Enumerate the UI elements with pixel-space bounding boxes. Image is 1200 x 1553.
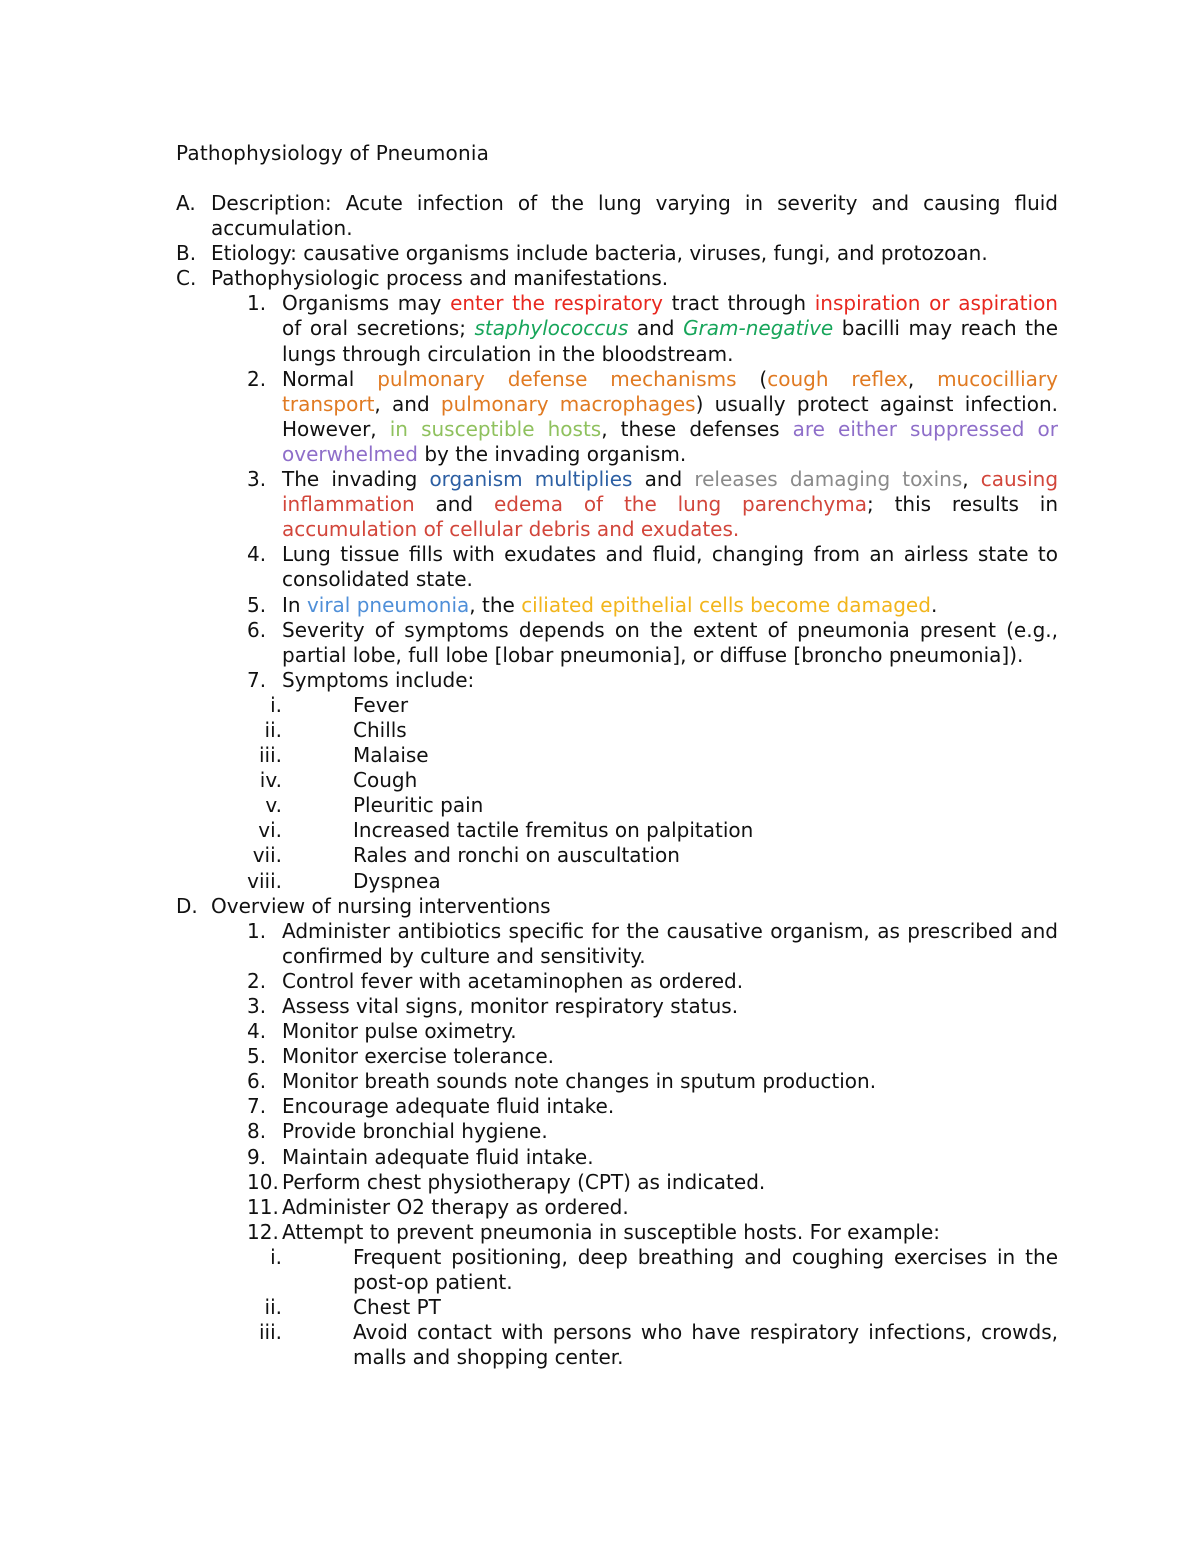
text-run: ( xyxy=(736,366,768,391)
section-item xyxy=(176,191,1058,241)
list-marker: D. xyxy=(176,893,198,918)
numbered-item xyxy=(247,617,1058,668)
item-text xyxy=(282,593,937,617)
numbered-item xyxy=(247,291,1059,366)
highlighted-text: releases damaging toxins xyxy=(694,467,963,492)
numbered-item xyxy=(247,1019,1058,1044)
text-run: and xyxy=(628,316,684,341)
text-run: Control fever with acetaminophen as ordered. xyxy=(282,968,744,993)
list-marker: 9. xyxy=(247,1144,267,1169)
text-run: Overview of nursing interventions xyxy=(211,893,551,918)
highlighted-text: organism multiplies xyxy=(429,467,633,492)
list-marker: vi. xyxy=(258,818,282,843)
list-marker: ii. xyxy=(264,1295,282,1320)
item-text: Fever xyxy=(353,692,409,717)
numbered-item xyxy=(247,1119,1058,1144)
item-text xyxy=(282,969,743,993)
list-marker: 4. xyxy=(247,1019,267,1044)
numbered-item xyxy=(247,918,1058,969)
text-run: and xyxy=(414,492,494,517)
item-text: Rales and ronchi on auscultation xyxy=(353,843,680,868)
numbered-item xyxy=(247,1194,1058,1220)
highlighted-text: in susceptible hosts xyxy=(389,416,602,441)
numbered-item xyxy=(247,1144,1058,1170)
list-marker: v. xyxy=(265,793,282,818)
item-text xyxy=(282,542,1058,591)
item-text xyxy=(282,367,1058,466)
item-text xyxy=(211,191,1058,240)
numbered-item xyxy=(247,1044,1058,1069)
list-marker: i. xyxy=(270,1244,282,1269)
item-text xyxy=(282,1195,629,1219)
highlighted-text: viral pneumonia xyxy=(306,592,470,617)
text-run: Normal xyxy=(282,366,378,391)
numbered-item xyxy=(247,994,1058,1019)
highlighted-text: cough reflex xyxy=(767,366,908,391)
item-text: Dyspnea xyxy=(353,868,441,893)
roman-item xyxy=(264,1295,1058,1320)
item-text: Increased tactile fremitus on palpitation xyxy=(353,818,754,843)
text-run: tract through xyxy=(662,291,815,316)
outline xyxy=(0,191,1200,1370)
list-marker: B. xyxy=(176,241,197,266)
item-text xyxy=(282,1094,614,1118)
highlighted-text: mucocilliary transport xyxy=(282,366,1058,416)
list-marker: 6. xyxy=(247,617,267,642)
list-marker: 5. xyxy=(247,1044,267,1069)
roman-item xyxy=(258,743,1058,768)
roman-item xyxy=(265,793,1058,818)
list-marker: viii. xyxy=(247,868,282,893)
text-run: of oral secretions; xyxy=(282,316,475,341)
roman-item xyxy=(258,1320,1058,1370)
item-text xyxy=(211,266,668,290)
numbered-item xyxy=(247,667,1058,693)
item-text xyxy=(282,1220,940,1244)
text-run: Provide bronchial hygiene. xyxy=(282,1119,548,1144)
list-marker: 5. xyxy=(247,592,267,617)
text-run: Administer O2 therapy as ordered. xyxy=(282,1194,629,1219)
roman-item xyxy=(264,717,1058,743)
text-run: Monitor breath sounds note changes in sputum production. xyxy=(282,1069,877,1094)
item-text xyxy=(282,291,1058,365)
highlighted-text: ciliated epithelial cells become damaged xyxy=(521,592,931,617)
highlighted-text: are either suppressed or overwhelmed xyxy=(282,416,1058,466)
numbered-item xyxy=(247,1169,1058,1195)
list-marker: 6. xyxy=(247,1069,267,1094)
list-marker: 1. xyxy=(247,291,267,316)
highlighted-text: enter the respiratory xyxy=(450,291,663,316)
item-text xyxy=(282,668,474,692)
text-run: by the invading organism. xyxy=(417,441,687,466)
numbered-item xyxy=(247,467,1059,542)
list-marker: ii. xyxy=(264,717,282,742)
text-run: , these defenses xyxy=(601,416,793,441)
numbered-item xyxy=(247,1219,1058,1245)
list-marker: 2. xyxy=(247,968,267,993)
text-run: Description: Acute infection of the lung varying in severity and causing fluid accumulation. xyxy=(211,191,1058,241)
list-marker: 10. xyxy=(247,1169,279,1194)
text-run: Pathophysiologic process and manifestations. xyxy=(211,266,669,291)
numbered-item xyxy=(247,592,1058,618)
roman-item xyxy=(252,843,1058,868)
text-run: ) usually protect against infection. However, xyxy=(282,391,1058,441)
text-run: Symptoms include: xyxy=(282,667,475,692)
list-marker: A. xyxy=(176,191,196,215)
text-run: bacilli may reach the lungs through circulation in the bloodstream. xyxy=(282,316,1059,366)
text-run: Severity of symptoms depends on the extent of pneumonia present (e.g., partial lobe, full lobe [lobar pneumonia], or diffuse [broncho pneumonia]). xyxy=(282,617,1058,667)
numbered-item xyxy=(247,366,1058,467)
item-text xyxy=(282,618,1058,667)
item-text: Pleuritic pain xyxy=(353,793,484,818)
highlighted-text: inspiration or aspiration xyxy=(814,291,1058,316)
list-marker: 8. xyxy=(247,1119,267,1144)
list-marker: 7. xyxy=(247,1094,267,1119)
list-marker: iii. xyxy=(258,743,282,768)
item-text xyxy=(282,1044,554,1068)
text-run: Administer antibiotics specific for the causative organism, as prescribed and confirmed by culture and sensitivity. xyxy=(282,918,1058,968)
list-marker: 1. xyxy=(247,918,267,943)
numbered-item xyxy=(247,968,1058,994)
item-text xyxy=(282,1145,594,1169)
list-marker: vii. xyxy=(252,843,282,868)
text-run: Lung tissue fills with exudates and fluid, changing from an airless state to consolidated state. xyxy=(282,542,1058,592)
numbered-item xyxy=(247,1094,1058,1119)
item-text xyxy=(211,894,551,918)
roman-item xyxy=(259,768,1058,793)
text-run: , the xyxy=(469,592,522,617)
text-run: . xyxy=(930,592,938,617)
text-run: Encourage adequate fluid intake. xyxy=(282,1094,615,1119)
text-run: Assess vital signs, monitor respiratory status. xyxy=(282,994,739,1018)
list-marker: C. xyxy=(176,266,197,291)
text-run: , xyxy=(907,366,938,391)
text-run: Maintain adequate fluid intake. xyxy=(282,1144,594,1169)
highlighted-text: edema of the lung parenchyma xyxy=(493,492,868,517)
numbered-item xyxy=(247,542,1058,592)
text-run: Etiology: causative organisms include bacteria, viruses, fungi, and protozoan. xyxy=(211,241,988,266)
item-text: Chills xyxy=(353,717,407,742)
item-text xyxy=(282,919,1058,968)
text-run: Monitor exercise tolerance. xyxy=(282,1044,555,1069)
list-marker: i. xyxy=(270,692,282,717)
list-marker: 3. xyxy=(247,994,267,1018)
highlighted-text: causing inflammation xyxy=(282,467,1059,517)
list-marker: 12. xyxy=(247,1219,279,1244)
text-run: In xyxy=(282,592,307,617)
list-marker: 4. xyxy=(247,542,267,567)
item-text: Chest PT xyxy=(353,1295,441,1320)
document-title: Pathophysiology of Pneumonia xyxy=(176,141,490,165)
roman-item xyxy=(270,692,1058,718)
item-text: Frequent positioning, deep breathing and coughing exercises in the post-op patient. xyxy=(353,1244,1058,1295)
text-run: Monitor pulse oximetry. xyxy=(282,1019,517,1044)
roman-item xyxy=(270,1244,1058,1295)
section-item xyxy=(176,241,1058,266)
highlighted-text: accumulation of cellular debris and exudates. xyxy=(282,517,740,542)
text-run: Perform chest physiotherapy (CPT) as indicated. xyxy=(282,1169,766,1194)
roman-item xyxy=(247,868,1058,894)
list-marker: iv. xyxy=(259,768,282,793)
list-marker: iii. xyxy=(258,1320,282,1345)
item-text xyxy=(211,241,988,265)
text-run: , xyxy=(962,467,981,492)
section-item xyxy=(176,893,1058,919)
numbered-item xyxy=(247,1069,1058,1094)
item-text xyxy=(282,467,1058,541)
highlighted-text: Gram-negative xyxy=(683,316,834,341)
item-text: Avoid contact with persons who have respiratory infections, crowds, malls and shopping center. xyxy=(353,1320,1058,1370)
item-text xyxy=(282,994,738,1018)
highlighted-text: staphylococcus xyxy=(474,316,629,341)
item-text xyxy=(282,1019,517,1043)
section-item xyxy=(176,266,1058,291)
list-marker: 3. xyxy=(247,467,267,492)
item-text: Malaise xyxy=(353,743,429,768)
text-run: The invading xyxy=(282,467,430,492)
text-run: ; this results in xyxy=(867,492,1059,517)
text-run: , and xyxy=(374,391,441,416)
item-text xyxy=(282,1170,765,1194)
highlighted-text: pulmonary macrophages xyxy=(440,391,696,416)
list-marker: 7. xyxy=(247,667,267,692)
item-text xyxy=(282,1119,548,1143)
list-marker: 11. xyxy=(247,1194,279,1219)
text-run: Attempt to prevent pneumonia in susceptible hosts. For example: xyxy=(282,1219,940,1244)
roman-item xyxy=(258,818,1058,843)
list-marker: 2. xyxy=(247,366,267,391)
item-text xyxy=(282,1069,876,1093)
item-text: Cough xyxy=(353,768,418,793)
highlighted-text: pulmonary defense mechanisms xyxy=(377,366,737,391)
text-run: Organisms may xyxy=(282,291,451,316)
text-run: and xyxy=(632,467,695,492)
